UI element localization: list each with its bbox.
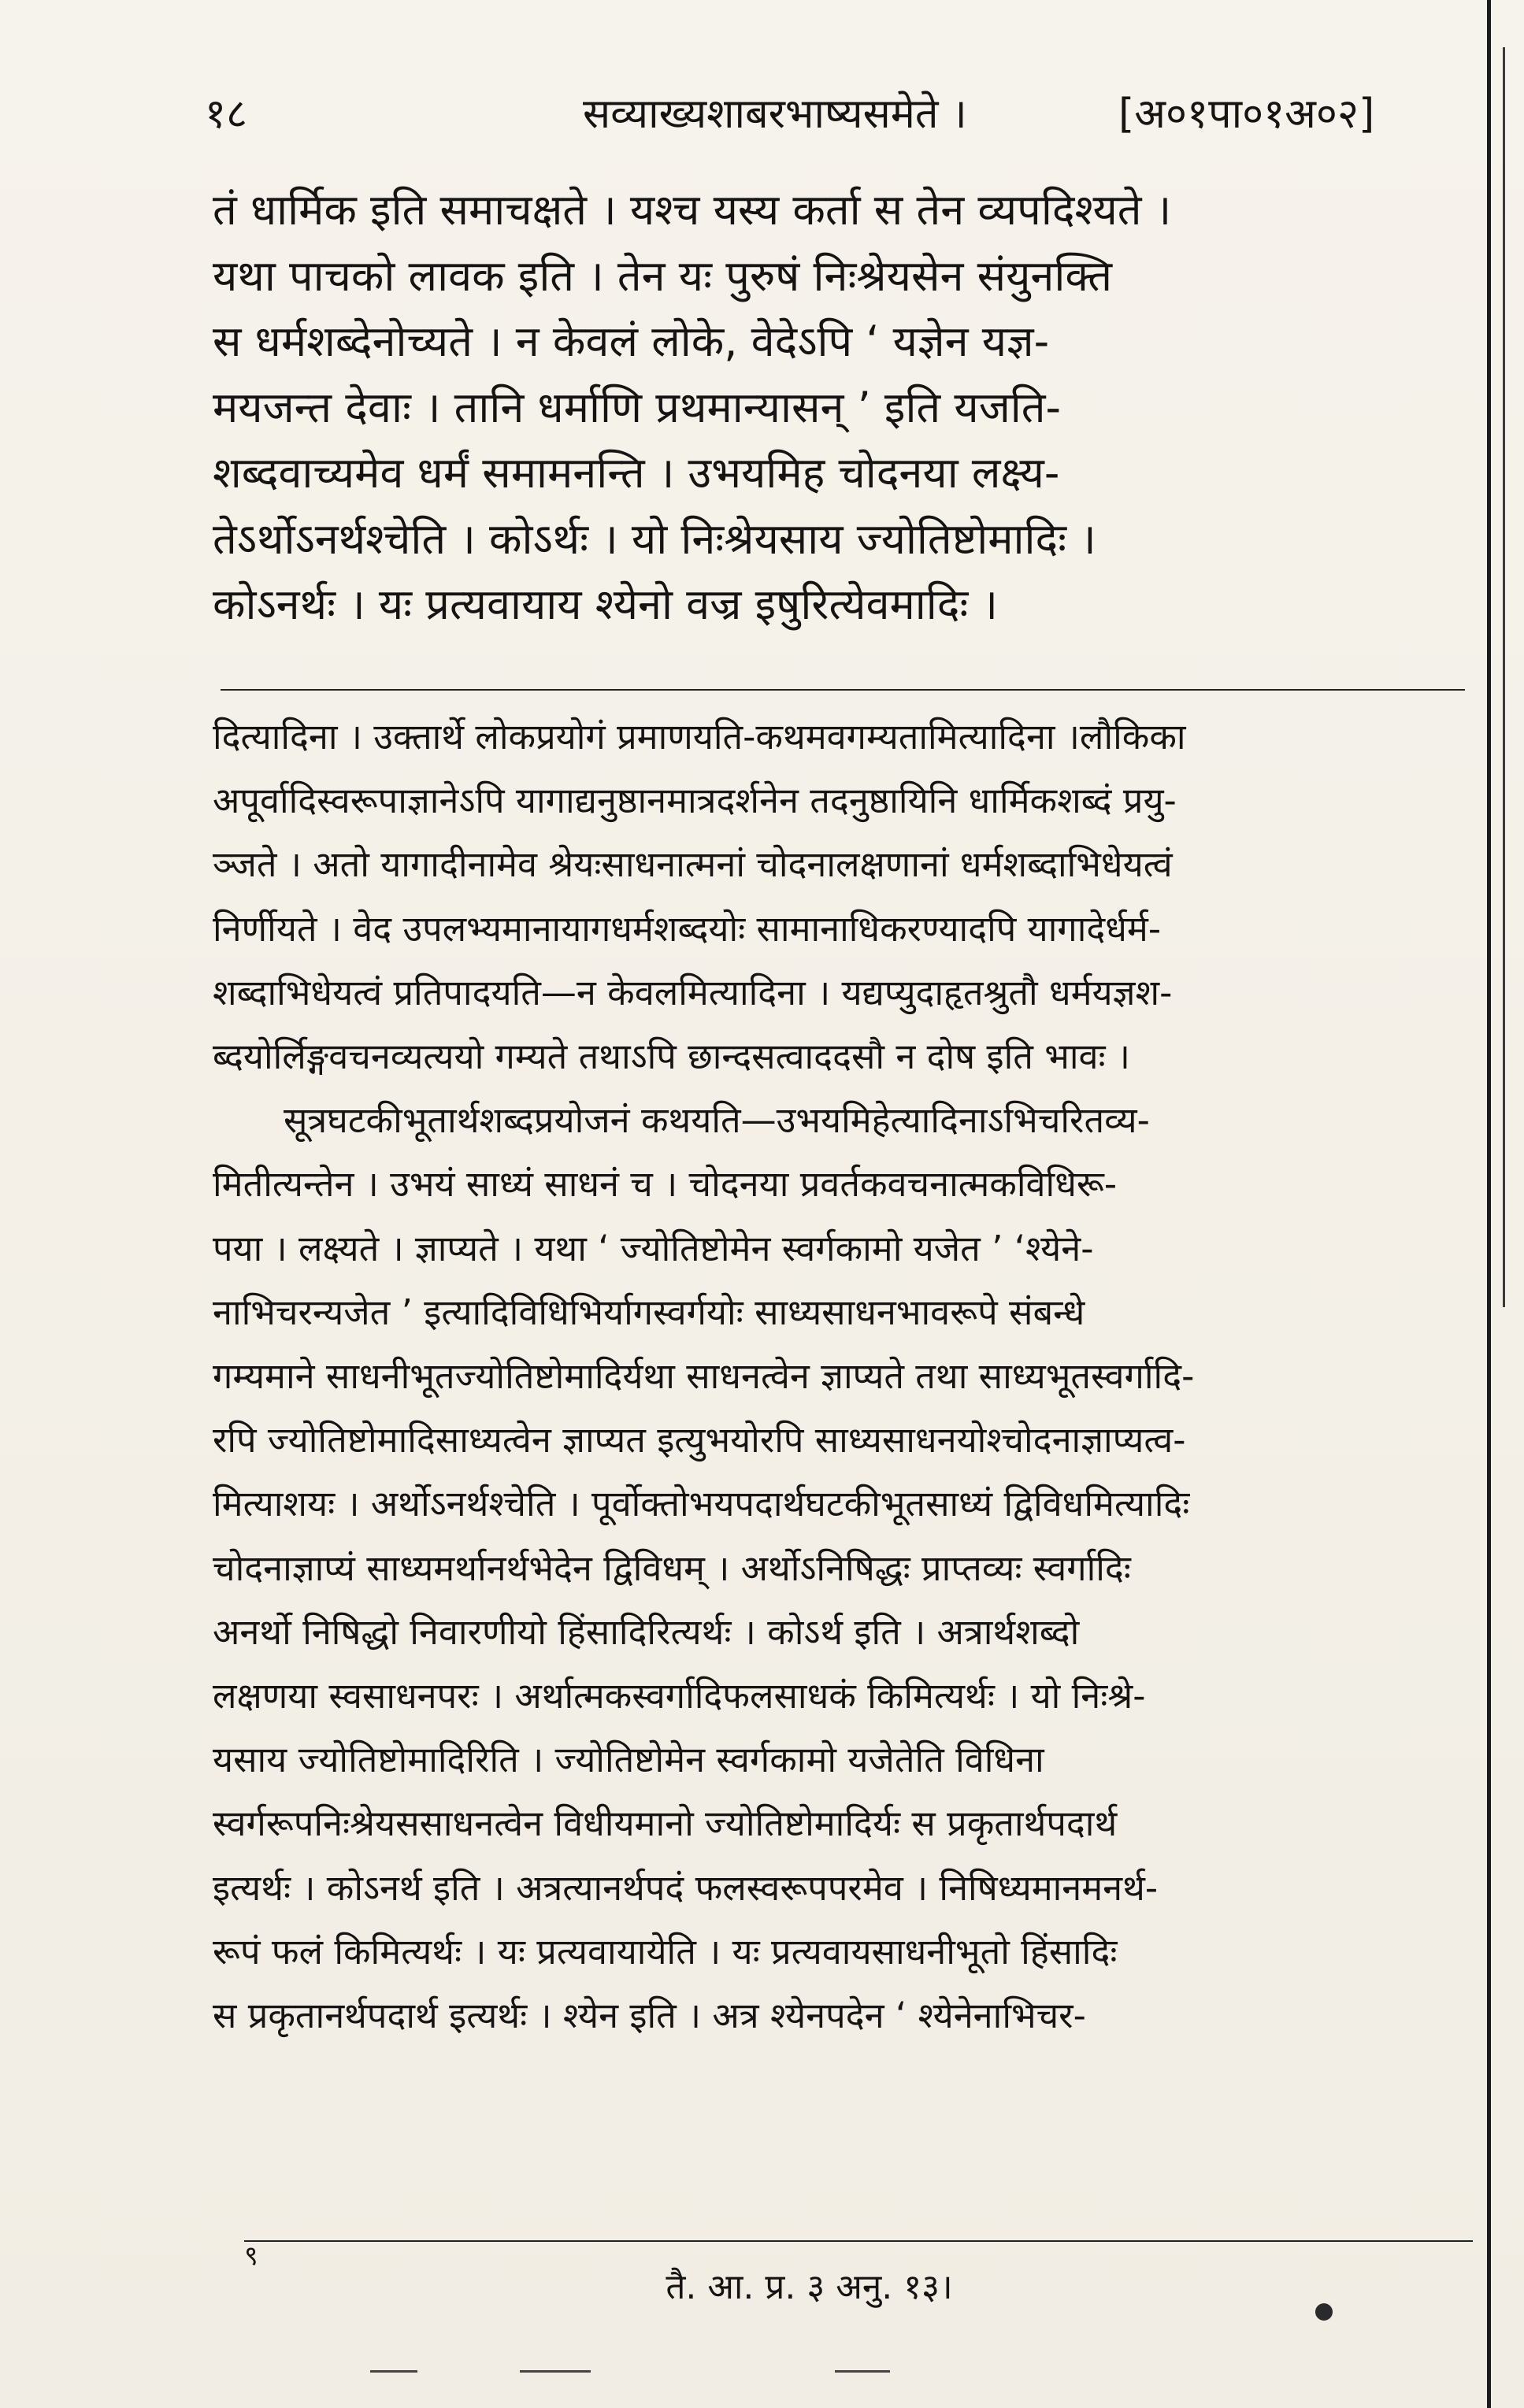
commentary-line: इत्यर्थः । कोऽनर्थ इति । अत्रत्यानर्थपदं फलस्वरूपपरमेव । निषिध्यमानमनर्थ- (213, 1866, 1159, 1909)
commentary-line: सूत्रघटकीभूतार्थशब्दप्रयोजनं कथयति—उभयमिहेत्यादिनाऽभिचरितव्य- (284, 1099, 1150, 1142)
commentary-line: मित्याशयः । अर्थोऽनर्थश्चेति । पूर्वोक्तोभयपदार्थघटकीभूतसाध्यं द्विविधमित्यादिः (213, 1483, 1190, 1525)
commentary-line: अनर्थो निषिद्धो निवारणीयो हिंसादिरित्यर्थः । कोऽर्थ इति । अत्रार्थशब्दो (213, 1610, 1080, 1653)
commentary-line: ब्दयोर्लिङ्गवचनव्यत्ययो गम्यते तथाऽपि छान्दसत्वाददसौ न दोष इति भावः । (213, 1035, 1130, 1078)
scan-mark (370, 2370, 417, 2373)
section-divider (221, 689, 1465, 691)
footnote (0, 2240, 1524, 2311)
main-text-line: स धर्मशब्देनोच्यते । न केवलं लोके, वेदेऽपि ‘ यज्ञेन यज्ञ- (213, 317, 1050, 366)
commentary-line: नाभिचरन्यजेत ’ इत्यादिविधिभिर्यागस्वर्गयोः साध्यसाधनभावरूपे संबन्धे (213, 1291, 1085, 1333)
section-reference: [अ०१पा०१अ०२] (1118, 91, 1375, 138)
commentary-line: स प्रकृतानर्थपदार्थ इत्यर्थः । श्येन इति । अत्र श्येनपदेन ‘ श्येनेनाभिचर- (213, 1995, 1086, 2037)
ink-blot (1315, 2303, 1333, 2321)
commentary-text (213, 705, 1473, 2047)
main-text-line: तेऽर्थोऽनर्थश्चेति । कोऽर्थः । यो निःश्रेयसाय ज्योतिष्टोमादिः । (213, 513, 1096, 564)
scan-mark (520, 2370, 591, 2373)
commentary-line: चोदनाज्ञाप्यं साध्यमर्थानर्थभेदेन द्विविधम् । अर्थोऽनिषिद्धः प्राप्तव्यः स्वर्गादिः (213, 1547, 1131, 1589)
running-header (189, 87, 1481, 142)
commentary-line: शब्दाभिधेयत्वं प्रतिपादयति—न केवलमित्यादिना । यद्यप्युदाहृतश्रुतौ धर्मयज्ञश- (213, 971, 1173, 1013)
page-number: १८ (205, 91, 248, 138)
commentary-line: ञ्जते । अतो यागादीनामेव श्रेयःसाधनात्मनां चोदनालक्षणानां धर्मशब्दाभिधेयत्वं (213, 843, 1173, 886)
commentary-line: लक्षणया स्वसाधनपरः । अर्थात्मकस्वर्गादिफलसाधकं किमित्यर्थः । यो निःश्रे- (213, 1675, 1146, 1717)
commentary-line: अपूर्वादिस्वरूपाज्ञानेऽपि यागाद्यनुष्ठानमात्रदर्शनेन तदनुष्ठायिनि धार्मिकशब्दं प्रयु- (213, 780, 1177, 822)
page-edge-inner (1503, 47, 1505, 1307)
commentary-line: निर्णीयते । वेद उपलभ्यमानायागधर्मशब्दयोः सामानाधिकरण्यादपि यागादेर्धर्म- (213, 907, 1162, 950)
commentary-line: रपि ज्योतिष्टोमादिसाध्यत्वेन ज्ञाप्यत इत्युभयोरपि साध्यसाधनयोश्चोदनाज्ञाप्यत्व- (213, 1419, 1186, 1461)
footnote-marker: ९ (244, 2240, 258, 2272)
main-text (213, 177, 1473, 638)
main-text-line: शब्दवाच्यमेव धर्मं समामनन्ति । उभयमिह चोदनया लक्ष्य- (213, 448, 1060, 498)
commentary-line: स्वर्गरूपनिःश्रेयससाधनत्वेन विधीयमानो ज्योतिष्टोमादिर्यः स प्रकृतार्थपदार्थ (213, 1802, 1118, 1845)
main-text-line: मयजन्त देवाः । तानि धर्माणि प्रथमान्यासन् ’ इति यजति- (213, 382, 1062, 432)
footnote-text: तै. आ. प्र. ३ अनु. १३। (666, 2267, 953, 2307)
commentary-line: गम्यमाने साधनीभूतज्योतिष्टोमादिर्यथा साधनत्वेन ज्ञाप्यते तथा साध्यभूतस्वर्गादि- (213, 1355, 1195, 1398)
commentary-line: यसाय ज्योतिष्टोमादिरिति । ज्योतिष्टोमेन स्वर्गकामो यजेतेति विधिना (213, 1739, 1044, 1781)
running-title: सव्याख्यशाबरभाष्यसमेते । (583, 91, 967, 138)
page-edge (1487, 0, 1491, 2408)
commentary-line: पया । लक्ष्यते । ज्ञाप्यते । यथा ‘ ज्योतिष्टोमेन स्वर्गकामो यजेत ’ ‘श्येने- (213, 1227, 1094, 1269)
main-text-line: तं धार्मिक इति समाचक्षते । यश्च यस्य कर्ता स तेन व्यपदिश्यते । (213, 185, 1172, 235)
commentary-line: दित्यादिना । उक्तार्थे लोकप्रयोगं प्रमाणयति-कथमवगम्यतामित्यादिना ।लौकिका (213, 716, 1186, 758)
scan-mark (835, 2370, 890, 2373)
commentary-line: मितीत्यन्तेन । उभयं साध्यं साधनं च । चोदनया प्रवर्तकवचनात्मकविधिरू- (213, 1163, 1118, 1206)
commentary-line: रूपं फलं किमित्यर्थः । यः प्रत्यवायायेति । यः प्रत्यवायसाधनीभूतो हिंसादिः (213, 1930, 1118, 1973)
main-text-line: यथा पाचको लावक इति । तेन यः पुरुषं निःश्रेयसेन संयुनक्ति (213, 250, 1113, 301)
footnote-rule (244, 2240, 1473, 2242)
main-text-line: कोऽनर्थः । यः प्रत्यवायाय श्येनो वज्र इषुरित्येवमादिः । (213, 580, 998, 629)
